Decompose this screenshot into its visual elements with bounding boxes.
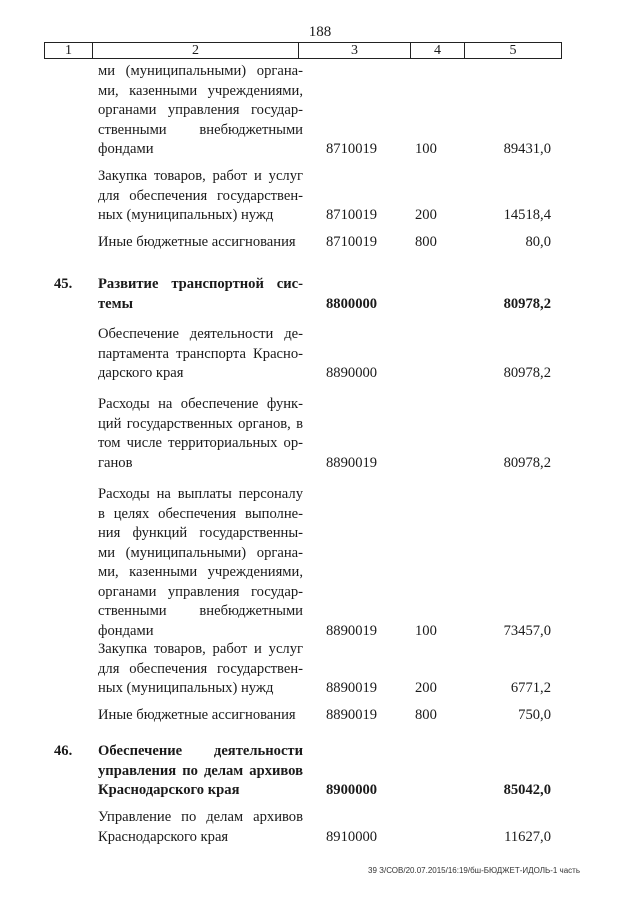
row-number: 46. <box>54 743 73 759</box>
row-type: 800 <box>415 234 437 250</box>
description-line: ций государственных органов, в <box>98 415 303 432</box>
description-line: том числе территориальных ор- <box>98 435 303 451</box>
row-amount: 80978,2 <box>503 365 551 381</box>
description-line: Обеспечение деятельности де- <box>98 326 303 342</box>
description-line: Расходы на обеспечение функ- <box>98 396 303 412</box>
row-code: 8710019 <box>326 141 378 157</box>
row-amount: 89431,0 <box>503 141 551 157</box>
header-col-1: 1 <box>45 43 93 58</box>
description-line: Управление по делам архивов <box>98 809 303 825</box>
description-line: ных (муниципальных) нужд <box>98 680 274 696</box>
row-type: 200 <box>415 207 437 223</box>
row-description <box>98 325 303 384</box>
row-description <box>98 275 303 314</box>
description-line: темы <box>98 295 133 312</box>
row-type: 800 <box>415 707 437 723</box>
description-line: органами управления государ- <box>98 102 303 118</box>
row-code: 8910000 <box>326 828 378 845</box>
row-description <box>98 167 303 226</box>
row-code: 8800000 <box>326 295 378 312</box>
row-description <box>98 706 303 726</box>
description-line: органами управления государ- <box>98 583 303 600</box>
table-header <box>44 42 562 59</box>
row-type: 200 <box>415 680 437 696</box>
row-description <box>98 233 303 253</box>
description-line: фондами <box>98 622 154 639</box>
description-line: ния функций государственны- <box>98 525 303 541</box>
description-line: дарского края <box>98 365 184 381</box>
row-amount: 750,0 <box>518 707 551 723</box>
row-number: 45. <box>54 276 73 292</box>
row-code: 8890019 <box>326 707 378 723</box>
description-line: в целях обеспечения выполне- <box>98 505 303 522</box>
description-line: Иные бюджетные ассигнования <box>98 234 296 250</box>
description-line: партамента транспорта Красно- <box>98 345 303 362</box>
header-col-5: 5 <box>509 43 517 58</box>
description-line: для обеспечения государствен- <box>98 660 303 677</box>
description-line: Закупка товаров, работ и услуг <box>98 641 303 657</box>
row-amount: 6771,2 <box>510 680 551 696</box>
description-line: Развитие транспортной сис- <box>98 276 303 292</box>
footer-note: 39 З/СОВ/20.07.2015/16:19/бш-БЮДЖЕТ-ИДОЛЬ-1 часть <box>368 866 580 875</box>
description-line: Расходы на выплаты персоналу <box>98 486 303 502</box>
row-code: 8890000 <box>326 365 378 381</box>
description-line: ми (муниципальными) органа- <box>98 63 303 79</box>
description-line: Закупка товаров, работ и услуг <box>98 168 303 184</box>
row-amount: 80978,2 <box>503 454 551 471</box>
row-description <box>98 62 303 160</box>
description-line: ганов <box>98 454 133 471</box>
description-line: Краснодарского края <box>98 828 229 845</box>
description-line: для обеспечения государствен- <box>98 187 303 204</box>
row-code: 8710019 <box>326 234 378 250</box>
description-line: Иные бюджетные ассигнования <box>98 707 296 723</box>
row-code: 8890019 <box>326 454 378 471</box>
description-line: ми, казенными учреждениями, <box>98 564 303 580</box>
description-line: Краснодарского края <box>98 782 240 798</box>
header-col-2: 2 <box>93 43 299 58</box>
row-amount: 80,0 <box>525 234 551 250</box>
row-amount: 14518,4 <box>503 207 551 223</box>
description-line: Обеспечение деятельности <box>98 743 303 759</box>
row-amount: 85042,0 <box>503 782 551 798</box>
row-description <box>98 485 303 641</box>
description-line: управления по делам архивов <box>98 762 303 779</box>
row-type: 100 <box>415 622 437 639</box>
description-line: ственными внебюджетными <box>98 603 303 619</box>
description-line: ми, казенными учреждениями, <box>98 82 303 99</box>
row-amount: 73457,0 <box>503 622 551 639</box>
row-code: 8900000 <box>326 782 378 798</box>
row-type: 100 <box>415 141 437 157</box>
description-line: фондами <box>98 141 154 157</box>
header-col-4: 4 <box>411 43 465 58</box>
page-number: 188 <box>308 24 332 40</box>
description-line: ных (муниципальных) нужд <box>98 207 274 223</box>
row-description <box>98 742 303 801</box>
row-code: 8890019 <box>326 622 378 639</box>
row-code: 8710019 <box>326 207 378 223</box>
row-description <box>98 395 303 473</box>
row-code: 8890019 <box>326 680 378 696</box>
description-line: ми (муниципальными) органа- <box>98 544 303 561</box>
header-col-3: 3 <box>299 43 411 58</box>
row-amount: 11627,0 <box>504 828 551 845</box>
row-description <box>98 808 303 847</box>
description-line: ственными внебюджетными <box>98 121 303 138</box>
row-amount: 80978,2 <box>503 295 551 312</box>
row-description <box>98 640 303 699</box>
